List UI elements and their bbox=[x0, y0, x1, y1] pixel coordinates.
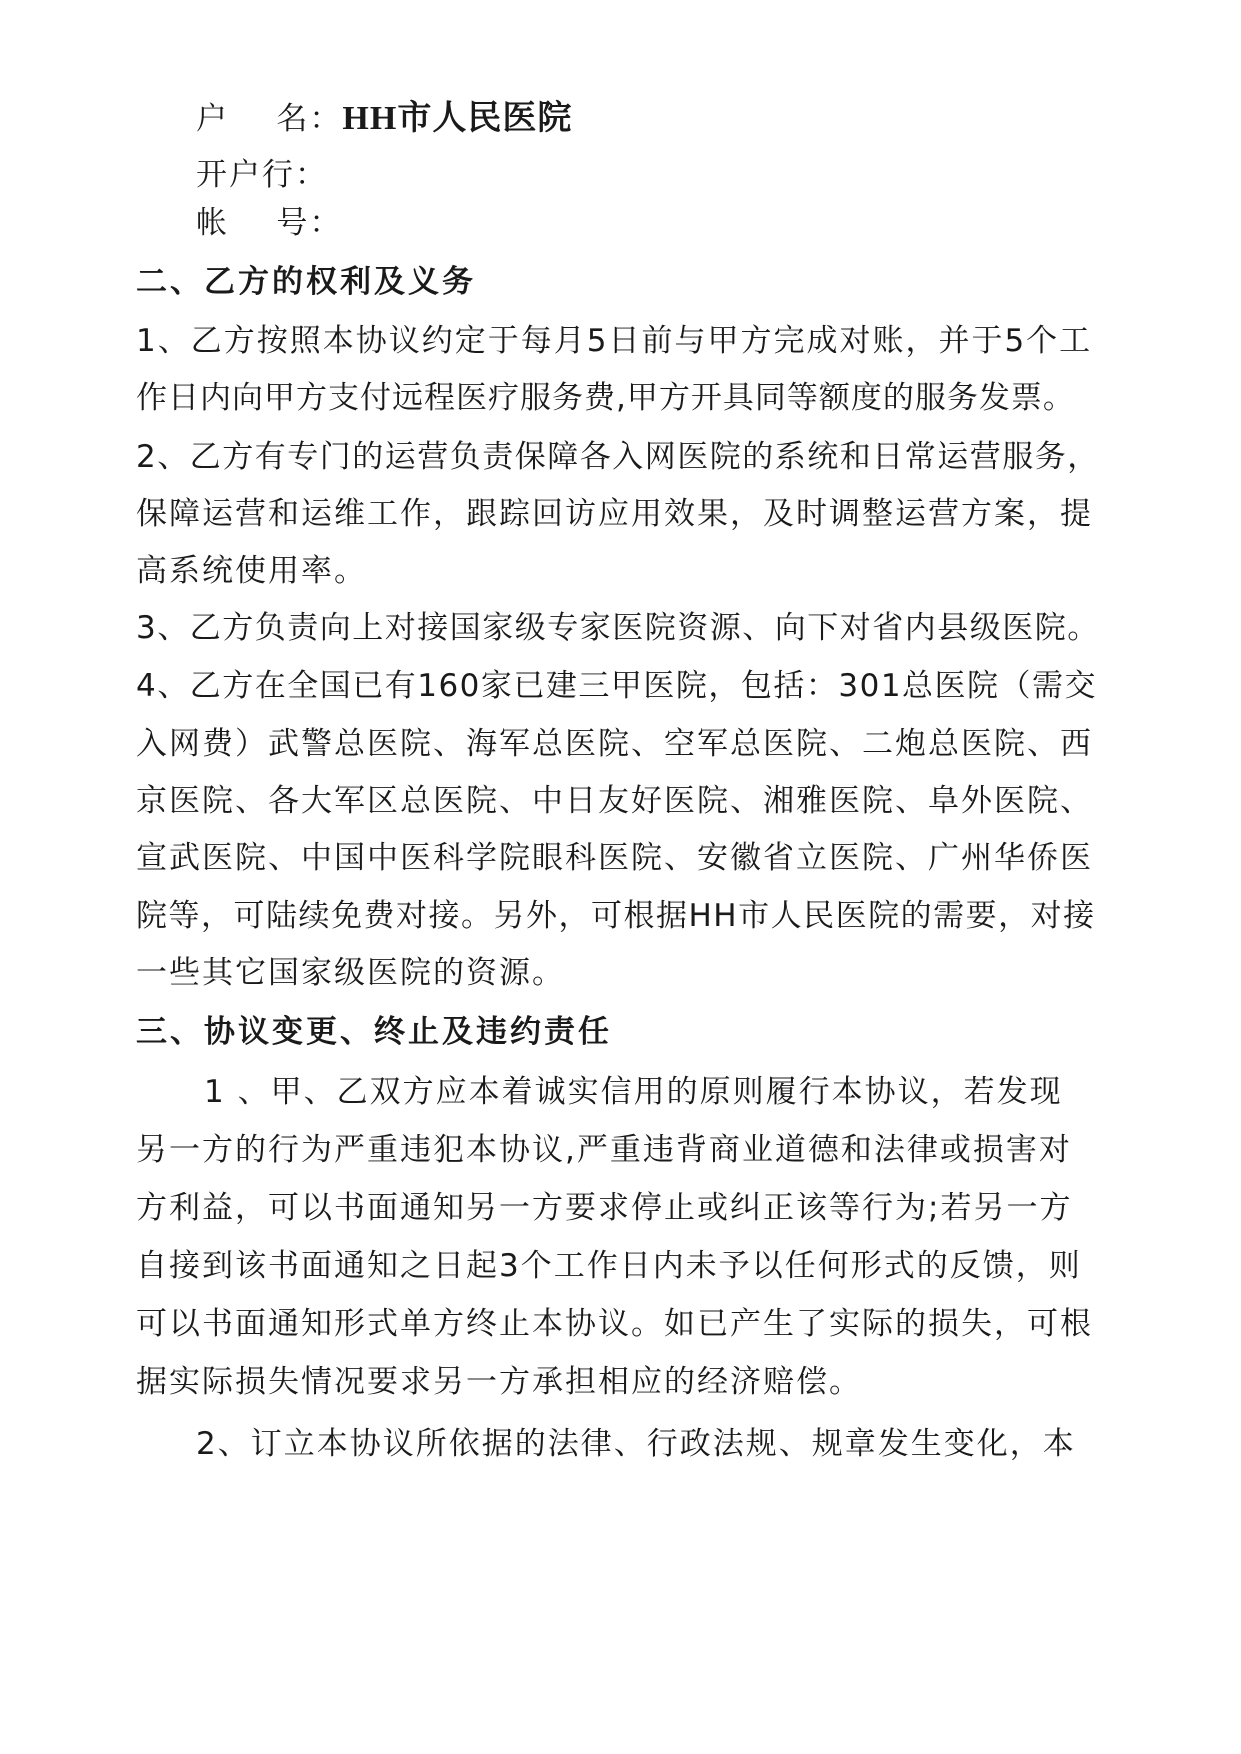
paragraph-line: 可以书面通知形式单方终止本协议。如已产生了实际的损失，可根 bbox=[136, 1306, 1093, 1342]
account-bank-row bbox=[196, 155, 328, 195]
section-2-heading: 二、乙方的权利及义务 bbox=[136, 264, 476, 300]
section-3-heading: 三、协议变更、终止及违约责任 bbox=[136, 1014, 612, 1050]
paragraph-line: 2、订立本协议所依据的法律、行政法规、规章发生变化，本 bbox=[196, 1426, 1076, 1462]
paragraph-line: 4、乙方在全国已有160家已建三甲医院，包括：301总医院（需交 bbox=[136, 668, 1098, 704]
paragraph-line: 3、乙方负责向上对接国家级专家医院资源、向下对省内县级医院。 bbox=[136, 610, 1100, 646]
paragraph-line: 京医院、各大军区总医院、中日友好医院、湘雅医院、阜外医院、 bbox=[136, 783, 1093, 819]
paragraph-line: 院等，可陆续免费对接。另外，可根据HH市人民医院的需要，对接 bbox=[136, 898, 1096, 934]
paragraph-line: 1、乙方按照本协议约定于每月5日前与甲方完成对账，并于5个工 bbox=[136, 323, 1093, 359]
paragraph-line: 自接到该书面通知之日起3个工作日内未予以任何形式的反馈，则 bbox=[136, 1248, 1082, 1284]
paragraph-line: 作日内向甲方支付远程医疗服务费,甲方开具同等额度的服务发票。 bbox=[136, 380, 1075, 416]
account-number-row bbox=[196, 203, 342, 243]
paragraph-line: 宣武医院、中国中医科学院眼科医院、安徽省立医院、广州华侨医 bbox=[136, 840, 1093, 876]
paragraph-line: 一些其它国家级医院的资源。 bbox=[136, 955, 565, 991]
paragraph-line: 方利益，可以书面通知另一方要求停止或纠正该等行为;若另一方 bbox=[136, 1190, 1073, 1226]
paragraph-line: 2、乙方有专门的运营负责保障各入网医院的系统和日常运营服务， bbox=[136, 439, 1100, 475]
account-bank-label: 开户行： bbox=[196, 157, 328, 193]
paragraph-line: 另一方的行为严重违犯本协议,严重违背商业道德和法律或损害对 bbox=[136, 1132, 1072, 1168]
paragraph-line: 入网费）武警总医院、海军总医院、空军总医院、二炮总医院、西 bbox=[136, 726, 1093, 762]
account-number-label: 帐 号： bbox=[196, 205, 343, 241]
account-name-value: HH市人民医院 bbox=[342, 100, 573, 137]
paragraph-line: 保障运营和运维工作，跟踪回访应用效果，及时调整运营方案，提 bbox=[136, 496, 1093, 532]
account-name-label: 户 名： bbox=[196, 101, 343, 137]
account-name-row bbox=[196, 99, 572, 139]
paragraph-line: 高系统使用率。 bbox=[136, 553, 367, 589]
paragraph-line: 据实际损失情况要求另一方承担相应的经济赔偿。 bbox=[136, 1364, 862, 1400]
paragraph-line: 1 、甲、乙双方应本着诚实信用的原则履行本协议，若发现 bbox=[204, 1074, 1063, 1110]
